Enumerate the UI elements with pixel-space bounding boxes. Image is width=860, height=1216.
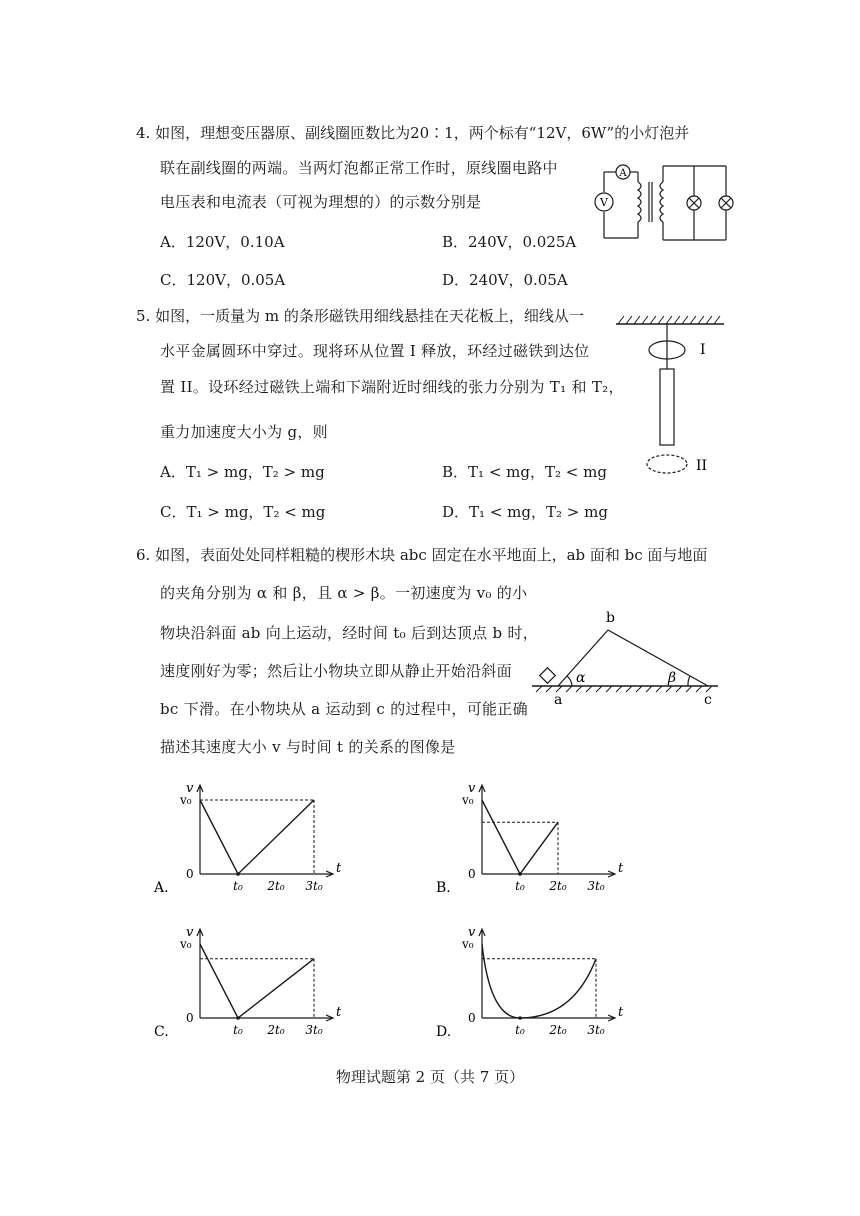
v0-label: v₀: [462, 937, 474, 951]
vt-vertex: [518, 1016, 522, 1020]
origin-label: 0: [186, 1011, 194, 1025]
q5-text-2: 水平金属圆环中穿过。现将环从位置 I 释放，环经过磁铁到达位: [160, 342, 590, 360]
q4-option-a[interactable]: A．120V，0.10A: [160, 233, 285, 251]
y-axis-label: v: [468, 925, 476, 940]
tick-label: 2t₀: [549, 879, 567, 893]
graph-b: [432, 778, 642, 900]
tick-label: t₀: [233, 1023, 243, 1037]
q5-text-4: 重力加速度大小为 g，则: [160, 423, 328, 441]
x-axis-label: t: [336, 1005, 342, 1020]
voltmeter-label: V: [600, 196, 608, 209]
page-footer: 物理试题第 2 页（共 7 页）: [335, 1068, 525, 1086]
vertex-a-label: a: [554, 692, 563, 708]
q5-option-c[interactable]: C．T₁ > mg，T₂ < mg: [160, 503, 326, 521]
q5-text-1: 如图，一质量为 m 的条形磁铁用细线悬挂在天花板上，细线从一: [155, 307, 584, 325]
vt-vertex: [236, 872, 240, 876]
graph-a: [150, 778, 360, 900]
tick-label: 3t₀: [305, 1023, 323, 1037]
vt-line: [200, 944, 314, 1018]
graph-label: B.: [436, 880, 451, 896]
tick-label: 2t₀: [267, 1023, 285, 1037]
x-axis-label: t: [336, 861, 342, 876]
q6-text-4: 速度刚好为零；然后让小物块立即从静止开始沿斜面: [160, 662, 512, 680]
vt-line: [482, 800, 558, 874]
q5-magnet-figure: [612, 312, 732, 480]
tick-label: 3t₀: [305, 879, 323, 893]
v0-label: v₀: [180, 937, 192, 951]
q6-text-6: 描述其速度大小 v 与时间 t 的关系的图像是: [160, 738, 456, 756]
y-axis-label: v: [468, 781, 476, 796]
x-axis-label: t: [618, 1005, 624, 1020]
q5-option-b[interactable]: B．T₁ < mg，T₂ < mg: [442, 463, 607, 481]
q4-text-2: 联在副线圈的两端。当两灯泡都正常工作时，原线圈电路中: [160, 159, 558, 177]
q4-option-c[interactable]: C．120V，0.05A: [160, 271, 286, 289]
tick-label: 3t₀: [587, 1023, 605, 1037]
tick-label: 2t₀: [267, 879, 285, 893]
q4-text-3: 电压表和电流表（可视为理想的）的示数分别是: [160, 193, 482, 211]
q4-line-1: [136, 122, 689, 143]
vt-vertex: [518, 872, 522, 876]
vt-vertex: [236, 1016, 240, 1020]
q4-option-d[interactable]: D．240V，0.05A: [442, 271, 568, 289]
graph-c: [150, 922, 360, 1044]
q6-text-3: 物块沿斜面 ab 向上运动，经时间 t₀ 后到达顶点 b 时，: [160, 624, 539, 642]
tick-label: t₀: [233, 879, 243, 893]
q4-option-b[interactable]: B．240V，0.025A: [442, 233, 577, 251]
graph-d: [432, 922, 642, 1044]
vertex-c-label: c: [704, 692, 712, 708]
q5-option-a[interactable]: A．T₁ > mg，T₂ > mg: [160, 463, 325, 481]
q6-text-1: 如图，表面处处同样粗糙的楔形木块 abc 固定在水平地面上，ab 面和 bc 面与地面: [155, 546, 708, 564]
graph-label: C.: [154, 1024, 169, 1040]
q6-text-2: 的夹角分别为 α 和 β，且 α > β。一初速度为 v₀ 的小: [160, 584, 528, 602]
q5-line-1: [136, 305, 584, 326]
angle-beta-label: β: [668, 670, 677, 686]
v0-label: v₀: [180, 793, 192, 807]
q4-text-1: 如图，理想变压器原、副线圈匝数比为20∶1，两个标有“12V，6W”的小灯泡并: [155, 124, 690, 142]
position-i-label: I: [700, 342, 706, 358]
q4-number: 4.: [136, 124, 151, 142]
angle-alpha-label: α: [576, 670, 586, 686]
q6-number: 6.: [136, 546, 151, 564]
x-axis-label: t: [618, 861, 624, 876]
q5-option-d[interactable]: D．T₁ < mg，T₂ > mg: [442, 503, 608, 521]
origin-label: 0: [186, 867, 194, 881]
q5-number: 5.: [136, 307, 151, 325]
position-ii-label: II: [696, 458, 708, 474]
graph-label: D.: [436, 1024, 452, 1040]
origin-label: 0: [468, 867, 476, 881]
vertex-b-label: b: [606, 610, 615, 626]
tick-label: t₀: [515, 1023, 525, 1037]
origin-label: 0: [468, 1011, 476, 1025]
tick-label: 2t₀: [549, 1023, 567, 1037]
q5-text-3: 置 II。设环经过磁铁上端和下端附近时细线的张力分别为 T₁ 和 T₂，: [160, 378, 624, 396]
v0-label: v₀: [462, 793, 474, 807]
y-axis-label: v: [186, 925, 194, 940]
y-axis-label: v: [186, 781, 194, 796]
q6-text-5: bc 下滑。在小物块从 a 运动到 c 的过程中，可能正确: [160, 700, 528, 718]
vt-curve: [482, 944, 596, 1018]
graph-label: A.: [154, 880, 169, 896]
tick-label: 3t₀: [587, 879, 605, 893]
ammeter-label: A: [619, 168, 627, 179]
q4-transformer-figure: [586, 160, 736, 246]
q6-wedge-figure: [528, 604, 724, 708]
vt-line: [200, 800, 314, 874]
tick-label: t₀: [515, 879, 525, 893]
q6-line-1: [136, 544, 707, 565]
